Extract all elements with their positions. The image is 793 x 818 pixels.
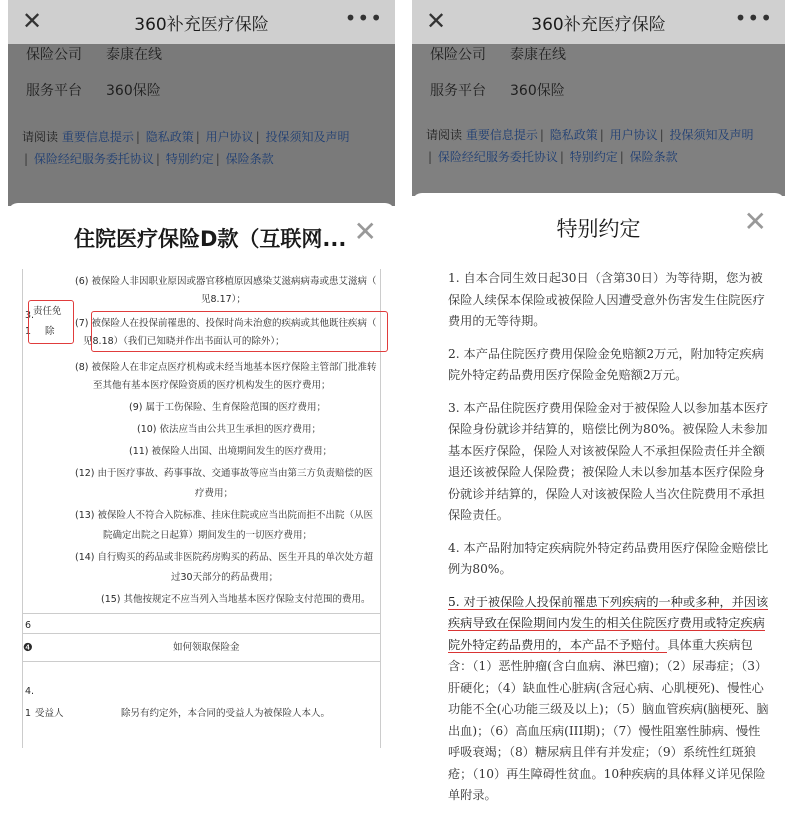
clause-1: 1. 自本合同生效日起30日（含第30日）为等待期，您为被保险人续保本保险或被保险人因遭受意外伤害发生住院医疗费用的无等待期。 <box>448 271 765 328</box>
link-broker-agreement[interactable]: 保险经纪服务委托协议 <box>33 152 154 166</box>
link-privacy[interactable]: 隐私政策 <box>549 128 598 142</box>
info-label: 服务平台 <box>26 83 82 99</box>
link-policy-terms[interactable]: 保险条款 <box>629 150 678 164</box>
clause-4: 4. 本产品附加特定疾病院外特定药品费用医疗保险金赔偿比例为80%。 <box>448 540 769 576</box>
clause-line: 至其他有基本医疗保险资质的医疗机构发生的医疗费用； <box>93 380 331 391</box>
info-label: 保险公司 <box>26 47 82 63</box>
clause-line: 除另有约定外，本合同的受益人为被保险人本人。 <box>121 708 331 719</box>
special-terms-list <box>448 268 771 818</box>
clause-line: (15) 其他按规定不应当列入当地基本医疗保险支付范围的费用。 <box>101 594 371 605</box>
sheet-title: 住院医疗保险D款（互联网... <box>74 227 347 251</box>
sheet-close-icon[interactable]: ✕ <box>743 205 767 238</box>
clause-line: (8) 被保险人在非定点医疗机构或未经当地基本医疗保险主管部门批准转 <box>75 362 377 373</box>
clause-5-rest: 具体重大疾病包含：（1）恶性肿瘤(含白血病、淋巴瘤)；（2）尿毒症；（3）肝硬化；（4）缺血性心脏病(含冠心病、心肌梗死)、慢性心功能不全(心功能三级及以上)；（5）脑血管疾病(脑梗死、脑出血)；（6）高血压病(III期)；（7）慢性阻塞性肺病、慢性呼吸衰竭；（8）糖尿病且伴有并发症；（9）系统性红斑狼疮；（10）再生障碍性贫血。10种疾病的具体释义详见保险单附录。 <box>448 637 769 802</box>
clause-line: (11) 被保险人出国、出境期间发生的医疗费用； <box>129 446 333 457</box>
clause-line: (7) 被保险人在投保前罹患的、投保时尚未治愈的疾病或其他既往疾病（ <box>75 318 377 329</box>
clause-2: 2. 本产品住院医疗费用保险金免赔额2万元，附加特定疾病院外特定药品费用医疗保险金免赔额2万元。 <box>448 346 764 382</box>
row-number: 4. <box>25 686 35 697</box>
terms-sheet <box>8 203 395 758</box>
clause-5-highlight: 5. 对于被保险人投保前罹患下列疾病的一种或多种，并因该疾病导致在保险期间内发生的相关住院医疗费用或特定疾病院外特定药品费用的，本产品不予赔付。 <box>448 594 769 652</box>
section-label: 除 <box>45 326 55 337</box>
link-important-info[interactable]: 重要信息提示 <box>465 128 538 142</box>
clause-line: 疗费用； <box>195 488 234 499</box>
clause-line: 过30天部分的药品费用； <box>171 572 279 583</box>
section-label: 责任免 <box>33 306 62 317</box>
links-lead: 请阅读 <box>426 128 463 142</box>
clause-line: 院确定出院之日起算）期间发生的一切医疗费用； <box>103 530 313 541</box>
right-screenshot <box>412 0 785 802</box>
info-row-company <box>8 36 395 72</box>
info-row-company <box>412 36 785 72</box>
clause-line: (13) 被保险人不符合入院标准、挂床住院或应当出院而拒不出院（从医 <box>75 510 374 521</box>
row-number: 1 <box>25 326 32 337</box>
info-row-platform <box>412 72 785 108</box>
info-value: 360保险 <box>106 83 161 99</box>
more-icon[interactable]: ••• <box>734 6 773 30</box>
link-notice[interactable]: 投保须知及声明 <box>265 130 350 144</box>
link-special-terms[interactable]: 特别约定 <box>165 152 214 166</box>
row-number: 6 <box>25 620 32 631</box>
clause-line: (10) 依法应当由公共卫生承担的医疗费用； <box>137 424 322 435</box>
info-value: 泰康在线 <box>510 47 566 63</box>
special-terms-sheet <box>412 193 785 802</box>
terms-document <box>22 269 381 748</box>
link-important-info[interactable]: 重要信息提示 <box>61 130 134 144</box>
clause-line: (14) 自行购买的药品或非医院药房购买的药品、医生开具的单次处方超 <box>75 552 374 563</box>
clause-line: (9) 属于工伤保险、生育保险范围的医疗费用； <box>129 402 326 413</box>
link-user-agreement[interactable]: 用户协议 <box>609 128 658 142</box>
more-icon[interactable]: ••• <box>344 6 383 30</box>
link-user-agreement[interactable]: 用户协议 <box>205 130 254 144</box>
document-links: 请阅读 重要信息提示 | 隐私政策 | 用户协议 | 投保须知及声明 | 保险经纪服务委托协议 | 特别约定 | 保险条款 <box>426 128 754 164</box>
table-divider <box>23 661 380 662</box>
clause-3: 3. 本产品住院医疗费用保险金对于被保险人以参加基本医疗保险身份就诊并结算的，赔偿比例为80%。被保险人未参加基本医疗保险，保险人对该被保险人不承担保险责任并全额退还该被保险人保险费；被保险人未以参加基本医疗保险身份就诊并结算的，保险人对该被保险人当次住院费用不承担保险责任。 <box>448 400 769 522</box>
page-title: 360补充医疗保险 <box>134 14 269 35</box>
clause-line: 见8.18）（我们已知晓并作出书面认可的除外）； <box>83 336 285 347</box>
links-lead: 请阅读 <box>22 130 59 144</box>
dimmed-background <box>8 44 395 206</box>
table-divider <box>23 633 380 634</box>
section-marker: ❹ <box>23 641 33 654</box>
section-label: 受益人 <box>35 708 64 719</box>
link-special-terms[interactable]: 特别约定 <box>569 150 618 164</box>
info-label: 服务平台 <box>430 83 486 99</box>
highlight-box <box>28 300 74 344</box>
info-value: 360保险 <box>510 83 565 99</box>
info-row-platform <box>8 72 395 108</box>
table-divider <box>23 613 380 614</box>
link-policy-terms[interactable]: 保险条款 <box>225 152 274 166</box>
highlight-box <box>91 311 388 352</box>
clause-line: 见8.17）； <box>201 294 246 305</box>
page-title: 360补充医疗保险 <box>531 14 666 35</box>
document-links: 请阅读 重要信息提示 | 隐私政策 | 用户协议 | 投保须知及声明 | 保险经纪服务委托协议 | 特别约定 | 保险条款 <box>22 130 350 166</box>
link-notice[interactable]: 投保须知及声明 <box>669 128 754 142</box>
clause-5 <box>448 592 771 807</box>
sheet-close-icon[interactable]: ✕ <box>353 215 377 248</box>
row-number: 1 <box>25 708 32 719</box>
close-icon[interactable]: ✕ <box>426 7 447 35</box>
link-privacy[interactable]: 隐私政策 <box>145 130 194 144</box>
link-broker-agreement[interactable]: 保险经纪服务委托协议 <box>437 150 558 164</box>
info-label: 保险公司 <box>430 47 486 63</box>
dimmed-background <box>412 44 785 196</box>
clause-line: (12) 由于医疗事故、药事事故、交通事故等应当由第三方负责赔偿的医 <box>75 468 374 479</box>
close-icon[interactable]: ✕ <box>22 7 43 35</box>
section-heading: 如何领取保险金 <box>173 642 240 653</box>
clause-line: (6) 被保险人非因职业原因或器官移植原因感染艾滋病病毒或患艾滋病（ <box>75 276 377 287</box>
info-value: 泰康在线 <box>106 47 162 63</box>
left-screenshot <box>8 0 395 758</box>
row-number: 3. <box>25 310 35 321</box>
sheet-title: 特别约定 <box>556 217 641 241</box>
